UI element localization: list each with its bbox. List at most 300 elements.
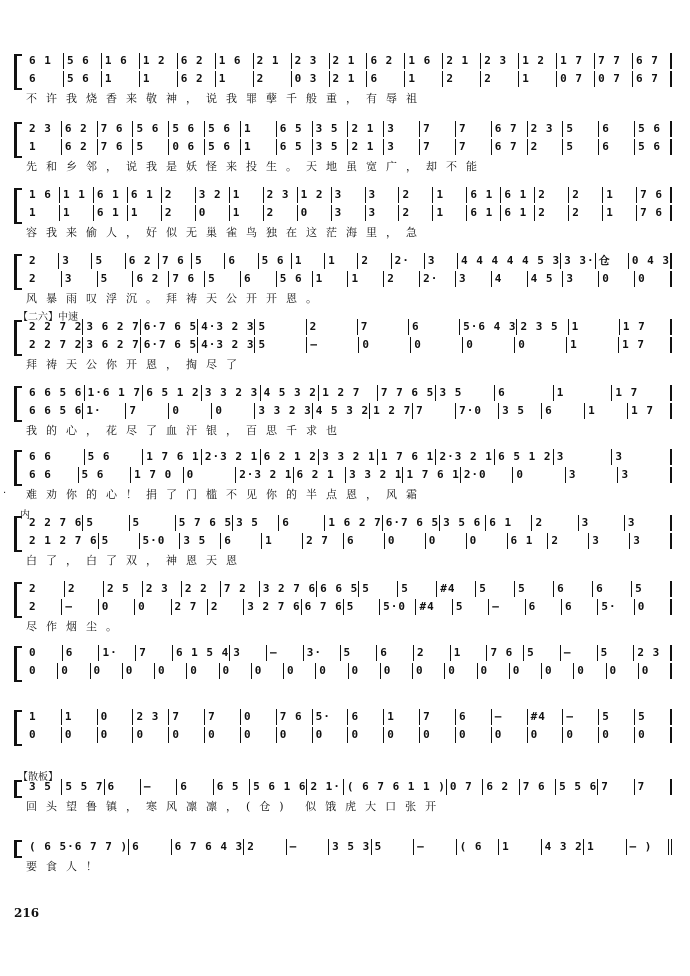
measure: 0 [99,599,135,615]
score-system-9 [14,580,672,638]
measure: 7 7 [595,53,633,69]
measure: 7 [126,403,169,419]
measure: 1· [99,645,136,661]
measure: 7 6 [277,709,313,725]
measure: 3 [230,645,267,661]
measure: 5 [476,581,515,597]
measure: — [307,337,359,353]
measure: 1 7 6 1 [378,449,437,465]
measure: 0 [135,599,171,615]
measure: 2 [26,581,65,597]
system-brace [14,450,22,486]
measure: 2·0 [461,467,514,483]
measure: 2 7 [303,533,344,549]
measure: 6 7 [633,71,672,87]
measure: 2 3 [528,121,564,137]
measure: 1 [26,139,62,155]
upper-staff [26,580,672,597]
measure: 1 [140,71,178,87]
measure: 1 [313,271,349,287]
measure: 0 [98,709,134,725]
measure: 6 [562,599,598,615]
measure: 1 [128,205,162,221]
score-system-12 [14,778,672,818]
upper-staff [26,644,672,661]
score-system-11 [14,708,672,766]
measure: 0 [133,727,169,743]
measure: 1 [26,205,60,221]
measure: 2 [399,205,433,221]
measure: 1 [603,205,637,221]
measure: 0 [510,663,542,679]
measure: 6 [63,645,100,661]
measure: 2 1 [348,121,384,137]
measure: 1 [230,187,264,203]
measure: 5 [563,121,599,137]
measure: 3 [630,533,672,549]
measure: 2 3 [292,53,330,69]
measure: 6 5 1 2 [143,385,202,401]
measure: 2 [26,599,62,615]
score-system-6 [14,384,672,442]
measure: 4·3 2 3 [198,319,255,335]
lyrics-line: 拜祷天公你开恩，掏尽了 [26,358,246,371]
measure: 2 [162,187,196,203]
measure: 1 7 [619,337,672,353]
measure: 0 [381,663,413,679]
lyrics-line: 容我来偷人，好似无巢雀鸟独在这茫海里，急 [26,226,426,239]
measure: #4 [416,599,452,615]
measure: — [141,779,177,795]
measure: 0 [426,533,467,549]
measure: 2 3 [143,581,182,597]
measure: 2 [384,271,420,287]
measure: 0 [635,271,672,287]
measure: 0 [169,727,205,743]
measure: 2 3 5 [517,319,568,335]
measure: 0 [445,663,477,679]
measure: 1 [102,71,140,87]
measure: 0 [411,337,463,353]
measure: 6 1 [26,53,64,69]
system-brace [14,710,22,746]
measure: 2 [358,253,391,269]
measure: 0 [348,727,384,743]
upper-staff [26,448,672,465]
measure: 6 5 [277,121,313,137]
measure: 5 6 [85,449,144,465]
measure: 2 3 [634,645,672,661]
measure: 2· [420,271,456,287]
measure: 5 6 1 6 [250,779,307,795]
measure: 4·3 2 3 [198,337,255,353]
measure: 0 [155,663,187,679]
measure: 1 [325,253,358,269]
measure: 6 1 [94,205,128,221]
measure: 5 [99,533,140,549]
measure: 3 [366,187,400,203]
lyrics-line: 我的心，花尽了血汗银，百思千求也 [26,424,346,437]
lyrics-line: 要食人！ [26,860,106,873]
measure: 5 [255,319,306,335]
measure: 1 7 [557,53,595,69]
measure: 6 [526,599,562,615]
measure: 2 5 [104,581,143,597]
measure: 7 6 [159,253,192,269]
measure: 1 [262,533,303,549]
measure: 1 [384,709,420,725]
measure: 3 [456,271,492,287]
measure: 1 [519,71,557,87]
measure: 0 [607,663,639,679]
lower-staff [26,270,672,287]
measure: 5 6 [635,139,672,155]
lower-staff [26,726,672,743]
measure: 2 1 [443,53,481,69]
measure: 7 6 [169,271,205,287]
measure: 6 1 [501,205,535,221]
measure: 5 6 [64,53,102,69]
measure: 5 7 6 5 [176,515,233,531]
measure: 2 1 [348,139,384,155]
measure: 5 6 [169,121,205,137]
measure: 3 3· [561,253,596,269]
measure: 1 [603,187,637,203]
measure: 5 [598,645,635,661]
measure: 7 [413,403,456,419]
measure: 0 3 [292,71,330,87]
measure: 4 5 [528,271,564,287]
score-system-2 [14,120,672,178]
measure: — ) [627,839,672,855]
measure: 0 [196,205,230,221]
measure: 5· [313,709,349,725]
measure: 6 [495,385,554,401]
measure: 1 6 2 7 [325,515,382,531]
measure: 2 [307,319,358,335]
measure: 5·6 4 3 [460,319,517,335]
measure: 0 [252,663,284,679]
measure: 1 [241,121,277,137]
measure: 1 6 [216,53,254,69]
measure: 3 5 [313,139,349,155]
measure: 5 [398,581,437,597]
measure: 2 1· [307,779,343,795]
measure: 3 6 2 7 [83,337,140,353]
measure: 0 [528,727,564,743]
system-brace [14,122,22,158]
measure: 3· [304,645,341,661]
upper-staff [26,252,672,269]
measure: 2 [26,253,59,269]
measure: 7 6 [637,205,672,221]
measure: 3 5 6 [440,515,486,531]
measure: 0 [26,663,58,679]
measure: 1· [83,403,126,419]
measure: 1 [26,709,62,725]
measure: 7 [456,139,492,155]
measure: 5· [598,599,634,615]
measure: 6 [105,779,141,795]
measure: 0 [187,663,219,679]
measure: 5 6 [635,121,672,137]
measure: 6 2 1 2 [261,449,320,465]
measure: 0 [26,645,63,661]
measure: 2 [548,533,589,549]
measure: 3 [384,139,420,155]
measure: 0 [62,727,98,743]
measure: 6 7 [633,53,672,69]
lower-staff [26,204,672,221]
measure: 0 [513,467,566,483]
measure: 3 5 [180,533,221,549]
measure: 5 6 [64,71,102,87]
measure: 6 [377,645,414,661]
measure: 6 2 [62,121,98,137]
measure: 6 2 [178,53,216,69]
measure: 6 [599,139,635,155]
system-brace [14,840,22,858]
measure: 2 [535,205,569,221]
measure: 1 6 [405,53,443,69]
measure: 1 [62,709,98,725]
measure: 6 1 [467,187,501,203]
measure: 6 2 [483,779,519,795]
measure: 5 [83,515,129,531]
measure: 5 [192,253,225,269]
measure: 2 [399,187,433,203]
measure: 1 7 [620,319,672,335]
measure: 3 5 3 [329,839,371,855]
measure: 0 [184,467,237,483]
measure: 6 6 5 6 [26,403,83,419]
measure: 2 1 [330,53,368,69]
measure: 2 3 [481,53,519,69]
measure: 5 [359,581,398,597]
measure: 0 [639,663,672,679]
measure: 2 1 2 7 6 [26,533,99,549]
measure: 2 2 7 6 [26,515,83,531]
measure: 0 [220,663,252,679]
measure: 7 [598,779,634,795]
measure: 0 [384,727,420,743]
measure: 7 [358,319,409,335]
measure: 5 [515,581,554,597]
measure: 3 3 2 1 [346,467,403,483]
measure: 5 6 [277,271,313,287]
lower-staff [26,336,672,353]
measure: 1 [348,271,384,287]
measure: 0 7 [595,71,633,87]
measure: 1 2 7 [370,403,413,419]
measure: 1 7 [628,403,672,419]
measure: 0 [241,727,277,743]
upper-staff [26,838,672,855]
measure: 6 5 [277,139,313,155]
measure: 2 3 [133,709,169,725]
measure: 2 3 [26,121,62,137]
measure: 2 1 [254,53,292,69]
measure: 3 5 [233,515,279,531]
measure: 3 [566,467,619,483]
upper-staff [26,52,672,69]
measure: 5 5 7 [62,779,104,795]
margin-mark: · [3,488,7,499]
measure: 6 2 [133,271,169,287]
measure: 6 1 [508,533,549,549]
measure: 5·0 [140,533,181,549]
measure: 5 [635,709,672,725]
system-brace [14,386,22,422]
measure: — [287,839,329,855]
measure: 3 [366,205,400,221]
measure: 0 [277,727,313,743]
measure: 仓 [596,253,629,269]
measure: 0 4 3 [629,253,672,269]
measure: 0 [563,727,599,743]
measure: 0 [26,727,62,743]
measure: — [492,709,528,725]
measure: 2 [264,205,298,221]
measure: 6 7 [492,139,528,155]
measure: 0 [169,403,212,419]
section-label-er-liu: 【二六】中速 [18,312,78,323]
measure: 1 6 [102,53,140,69]
measure: 2 [254,71,292,87]
measure: 5·0 [380,599,416,615]
measure: 5 [524,645,561,661]
measure: 5 6 [133,121,169,137]
upper-staff [26,514,672,531]
measure: ( 6 7 6 1 1 ) [344,779,447,795]
measure: — [561,645,598,661]
measure: 5 6 [205,121,241,137]
page-number: 216 [14,906,40,920]
measure: 6 2 [126,253,159,269]
measure: 6 2 [62,139,98,155]
measure: 2 [532,515,578,531]
measure: 6 [542,403,585,419]
measure: 3 [625,515,672,531]
measure: 1 6 [26,187,60,203]
measure: 3 3 2 1 [319,449,378,465]
measure: 3 2 [196,187,230,203]
measure: 0 [284,663,316,679]
measure: 0 [574,663,606,679]
measure: 1 7 6 1 [403,467,460,483]
measure: 5 [599,709,635,725]
system-brace [14,582,22,618]
measure: 0 [349,663,381,679]
measure: 6·7 6 5 [141,337,198,353]
measure: 6 [225,253,258,269]
measure: 1 2 [140,53,178,69]
score-system-8 [14,514,672,572]
measure: 2 [414,645,451,661]
measure: 1 [433,205,467,221]
measure: 6 [279,515,325,531]
measure: 1 [585,403,628,419]
measure: 0 [478,663,510,679]
measure: 0 [58,663,90,679]
measure: #4 [528,709,564,725]
measure: 2· [392,253,425,269]
score-system-13 [14,838,672,878]
measure: 2 7 [172,599,208,615]
measure: 7·0 [456,403,499,419]
measure: 6 1 [486,515,532,531]
measure: 7 6 [637,187,672,203]
measure: 6 7 6 4 3 [172,839,245,855]
measure: 0 7 [447,779,483,795]
measure: 3 [579,515,625,531]
measure: 3 [563,271,599,287]
measure: 1 [584,839,626,855]
measure: 6 6 5 6 [26,385,85,401]
measure: 6 2 1 [294,467,347,483]
lower-staff [26,532,672,549]
measure: 3 3 2 3 [202,385,261,401]
measure: 6 1 [128,187,162,203]
measure: 0 [212,403,255,419]
lyrics-line: 白了，白了双，神恩天恩 [26,554,246,567]
measure: 3 [425,253,458,269]
measure: — [489,599,525,615]
measure: 5 [98,271,134,287]
measure: 6 7 6 [302,599,344,615]
measure: 6 [348,709,384,725]
measure: 6 [367,71,405,87]
lyrics-line: 先和乡邻，说我是妖怪来投生。天地虽宽广，却不能 [26,160,486,173]
measure: 1·6 1 7 [85,385,144,401]
measure: 2 2 7 2 [26,319,83,335]
measure: 3 [59,253,92,269]
measure: 5 [130,515,176,531]
measure: 2 2 [182,581,221,597]
measure: 3 [554,449,613,465]
upper-staff [26,186,672,203]
measure: 3 6 2 7 [83,319,140,335]
upper-staff [26,318,672,335]
system-brace [14,188,22,224]
measure: 6 [599,121,635,137]
measure: 6 7 [492,121,528,137]
measure: 3 2 7 6 [244,599,301,615]
measure: 5 [255,337,307,353]
measure: 2·3 2 1 [202,449,261,465]
score-system-7 [14,448,672,506]
measure: 5 [372,839,414,855]
measure: 7 [205,709,241,725]
measure: 0 [635,727,672,743]
upper-staff [26,708,672,725]
measure: 3 3 2 3 [255,403,312,419]
measure: 1 7 6 1 [143,449,202,465]
system-brace [14,320,22,356]
system-brace [14,54,22,90]
measure: 1 [499,839,541,855]
measure: 5 [632,581,672,597]
measure: 0 [420,727,456,743]
measure: 0 [635,599,672,615]
measure: 1 [241,139,277,155]
measure: 1 [451,645,488,661]
measure: 3 5 [26,779,62,795]
measure: 5 [92,253,125,269]
measure: 1 2 7 [319,385,378,401]
lower-staff [26,138,672,155]
measure: 0 [456,727,492,743]
